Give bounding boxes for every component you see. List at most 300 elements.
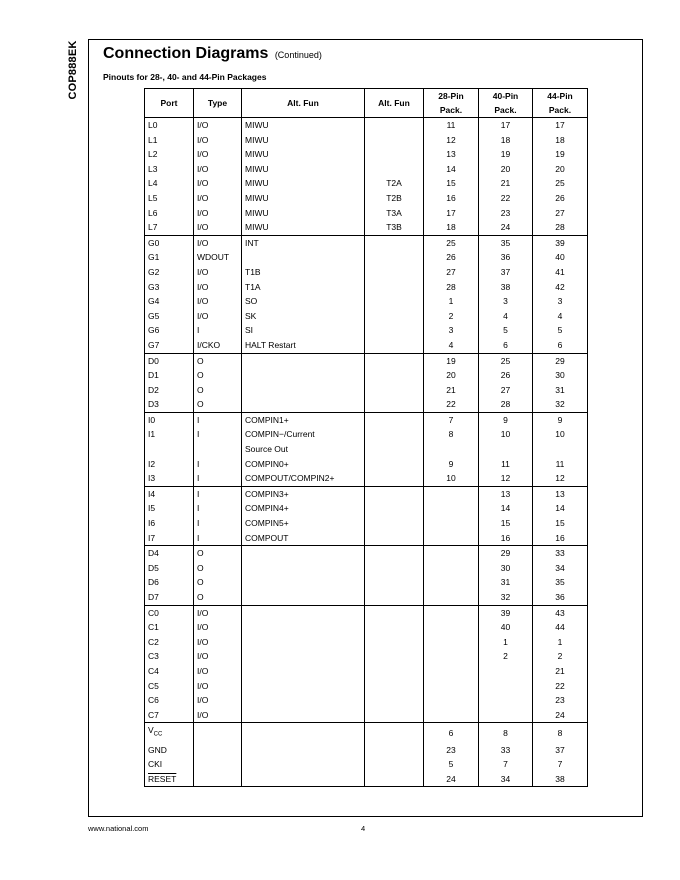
cell-alt-fun-2 [365,397,424,412]
cell-alt-fun-2 [365,635,424,650]
cell-pin-44: 2 [533,649,588,664]
cell-pin-28: 4 [424,338,479,353]
cell-pin-44: 5 [533,323,588,338]
cell-port: C3 [145,649,194,664]
cell-pin-40: 28 [479,397,533,412]
cell-pin-44: 6 [533,338,588,353]
cell-pin-44: 26 [533,191,588,206]
cell-port: L7 [145,220,194,235]
cell-alt-fun-2 [365,265,424,280]
cell-alt-fun-2 [365,294,424,309]
cell-alt-fun-2: T3A [365,206,424,221]
cell-pin-44: 16 [533,531,588,546]
cell-alt-fun-1: COMPIN5+ [242,516,365,531]
cell-type: I/CKO [194,338,242,353]
cell-pin-44: 29 [533,353,588,368]
cell-pin-44: 11 [533,457,588,472]
side-part-number [66,40,80,100]
table-row [145,531,588,546]
cell-pin-40: 33 [479,743,533,758]
table-row [145,368,588,383]
cell-port: I0 [145,412,194,427]
cell-pin-44: 38 [533,772,588,787]
cell-type: I/O [194,649,242,664]
cell-pin-40: 38 [479,280,533,295]
cell-type: I/O [194,620,242,635]
cell-pin-40: 23 [479,206,533,221]
cell-pin-28 [424,575,479,590]
cell-pin-28: 17 [424,206,479,221]
cell-port [145,723,194,743]
cell-alt-fun-1 [242,772,365,787]
cell-pin-44: 10 [533,427,588,442]
header-44-pin: 44-Pin Pack. [533,89,588,118]
cell-pin-44: 41 [533,265,588,280]
cell-type: I [194,427,242,442]
cell-alt-fun-1 [242,368,365,383]
cell-pin-28 [424,679,479,694]
cell-pin-40: 26 [479,368,533,383]
cell-alt-fun-2 [365,457,424,472]
cell-alt-fun-1: COMPIN−/Current [242,427,365,442]
cell-alt-fun-1: INT [242,235,365,250]
cell-type: I/O [194,280,242,295]
cell-type: I/O [194,220,242,235]
cell-alt-fun-1: COMPOUT [242,531,365,546]
cell-pin-28: 8 [424,427,479,442]
cell-pin-40: 35 [479,235,533,250]
cell-alt-fun-1: MIWU [242,176,365,191]
cell-pin-44: 40 [533,250,588,265]
cell-type: I/O [194,309,242,324]
cell-type: I/O [194,176,242,191]
cell-pin-28: 22 [424,397,479,412]
cell-pin-28: 15 [424,176,479,191]
cell-alt-fun-2: T3B [365,220,424,235]
cell-alt-fun-2 [365,575,424,590]
table-row [145,471,588,486]
port-name: GND [148,744,167,755]
cell-type: O [194,353,242,368]
cell-pin-44: 8 [533,723,588,743]
cell-type: I/O [194,294,242,309]
cell-type: I/O [194,206,242,221]
cell-pin-40: 17 [479,118,533,133]
cell-alt-fun-1: T1B [242,265,365,280]
cell-pin-44: 15 [533,516,588,531]
cell-alt-fun-2 [365,338,424,353]
cell-alt-fun-2 [365,772,424,787]
cell-port: G5 [145,309,194,324]
cell-type [194,743,242,758]
cell-alt-fun-2 [365,546,424,561]
cell-pin-40: 1 [479,635,533,650]
cell-pin-44: 33 [533,546,588,561]
cell-pin-28: 24 [424,772,479,787]
cell-alt-fun-1: SO [242,294,365,309]
cell-alt-fun-2 [365,280,424,295]
cell-type: O [194,397,242,412]
cell-alt-fun-1 [242,620,365,635]
cell-pin-44: 12 [533,471,588,486]
cell-alt-fun-1: SI [242,323,365,338]
cell-alt-fun-1: MIWU [242,206,365,221]
cell-pin-28: 23 [424,743,479,758]
cell-alt-fun-2 [365,383,424,398]
table-row [145,743,588,758]
title-continued: (Continued) [274,50,322,60]
cell-type: O [194,368,242,383]
cell-type: I/O [194,147,242,162]
cell-type: I/O [194,664,242,679]
cell-pin-28 [424,561,479,576]
cell-port: D1 [145,368,194,383]
cell-pin-44: 21 [533,664,588,679]
cell-alt-fun-2 [365,561,424,576]
cell-pin-40: 21 [479,176,533,191]
cell-alt-fun-1: MIWU [242,118,365,133]
cell-alt-fun-2 [365,708,424,723]
cell-type: O [194,590,242,605]
cell-pin-44: 42 [533,280,588,295]
cell-pin-40: 16 [479,531,533,546]
cell-port: I3 [145,471,194,486]
table-row [145,338,588,353]
cell-pin-28 [424,501,479,516]
cell-alt-fun-2 [365,605,424,620]
cell-pin-40: 37 [479,265,533,280]
table-row [145,309,588,324]
cell-pin-28: 25 [424,235,479,250]
table-row [145,442,588,457]
cell-alt-fun-1: COMPOUT/COMPIN2+ [242,471,365,486]
cell-pin-40: 32 [479,590,533,605]
cell-pin-40: 14 [479,501,533,516]
header-alt-fun-1: Alt. Fun [242,89,365,118]
cell-pin-28: 27 [424,265,479,280]
cell-pin-44: 23 [533,693,588,708]
cell-port: C1 [145,620,194,635]
cell-pin-40: 24 [479,220,533,235]
cell-alt-fun-2 [365,516,424,531]
cell-alt-fun-1 [242,575,365,590]
page-title: Connection Diagrams [103,45,269,62]
cell-pin-44: 13 [533,486,588,501]
cell-alt-fun-1 [242,397,365,412]
cell-alt-fun-1 [242,590,365,605]
cell-pin-40: 10 [479,427,533,442]
cell-port: G0 [145,235,194,250]
cell-alt-fun-1 [242,250,365,265]
table-row [145,280,588,295]
cell-port: C6 [145,693,194,708]
cell-pin-28: 28 [424,280,479,295]
cell-pin-40: 12 [479,471,533,486]
cell-alt-fun-2 [365,743,424,758]
cell-alt-fun-2 [365,118,424,133]
table-row [145,162,588,177]
cell-type: I/O [194,679,242,694]
cell-port [145,772,194,787]
cell-pin-44: 4 [533,309,588,324]
cell-pin-28 [424,635,479,650]
cell-alt-fun-2 [365,723,424,743]
cell-pin-40: 40 [479,620,533,635]
cell-port: G3 [145,280,194,295]
table-row [145,620,588,635]
header-40-pin: 40-Pin Pack. [479,89,533,118]
table-row [145,723,588,743]
cell-port: I1 [145,427,194,442]
cell-pin-44: 27 [533,206,588,221]
cell-alt-fun-2 [365,368,424,383]
cell-alt-fun-1 [242,383,365,398]
cell-alt-fun-1 [242,664,365,679]
cell-alt-fun-2 [365,649,424,664]
cell-pin-28 [424,708,479,723]
cell-type: O [194,546,242,561]
cell-port [145,442,194,457]
cell-pin-28: 26 [424,250,479,265]
cell-alt-fun-1 [242,693,365,708]
cell-port: I5 [145,501,194,516]
cell-alt-fun-2 [365,162,424,177]
cell-port: C4 [145,664,194,679]
cell-port: D6 [145,575,194,590]
cell-pin-28 [424,664,479,679]
cell-pin-40: 6 [479,338,533,353]
side-part-number-text: COP888EK [67,40,79,100]
cell-type: I [194,516,242,531]
cell-pin-28: 16 [424,191,479,206]
cell-type: I/O [194,235,242,250]
cell-alt-fun-1: MIWU [242,147,365,162]
table-row [145,412,588,427]
table-row [145,118,588,133]
cell-pin-40: 30 [479,561,533,576]
cell-alt-fun-1: COMPIN3+ [242,486,365,501]
cell-alt-fun-2 [365,471,424,486]
cell-pin-28: 9 [424,457,479,472]
cell-pin-44: 25 [533,176,588,191]
cell-alt-fun-1: HALT Restart [242,338,365,353]
cell-type [194,442,242,457]
cell-alt-fun-1 [242,353,365,368]
footer-website: www.national.com [88,824,149,833]
table-row [145,575,588,590]
cell-port: C0 [145,605,194,620]
cell-alt-fun-1 [242,635,365,650]
cell-port: G4 [145,294,194,309]
table-row [145,265,588,280]
cell-alt-fun-2: T2A [365,176,424,191]
cell-alt-fun-2: T2B [365,191,424,206]
cell-alt-fun-1: MIWU [242,162,365,177]
cell-pin-44: 34 [533,561,588,576]
cell-pin-40: 13 [479,486,533,501]
cell-port: D5 [145,561,194,576]
table-row [145,772,588,787]
cell-pin-28: 3 [424,323,479,338]
port-name: V [148,725,154,736]
cell-type: O [194,575,242,590]
table-caption: Pinouts for 28-, 40- and 44-Pin Packages [103,72,267,82]
cell-type [194,757,242,772]
cell-pin-44: 19 [533,147,588,162]
table-row [145,757,588,772]
cell-pin-40 [479,442,533,457]
cell-pin-28: 13 [424,147,479,162]
cell-pin-40: 9 [479,412,533,427]
cell-pin-44: 43 [533,605,588,620]
cell-alt-fun-1: Source Out [242,442,365,457]
cell-alt-fun-2 [365,412,424,427]
cell-pin-40: 29 [479,546,533,561]
cell-alt-fun-2 [365,442,424,457]
cell-port: I7 [145,531,194,546]
cell-type: I [194,412,242,427]
cell-type: I [194,457,242,472]
cell-type: I/O [194,605,242,620]
cell-alt-fun-2 [365,235,424,250]
cell-port: G1 [145,250,194,265]
table-row [145,220,588,235]
cell-alt-fun-2 [365,133,424,148]
cell-pin-40: 5 [479,323,533,338]
cell-alt-fun-2 [365,590,424,605]
cell-type: I/O [194,133,242,148]
cell-pin-28 [424,620,479,635]
table-row [145,206,588,221]
header-28-pin: 28-Pin Pack. [424,89,479,118]
cell-type: I [194,323,242,338]
cell-pin-40: 22 [479,191,533,206]
cell-pin-40: 4 [479,309,533,324]
cell-alt-fun-1: MIWU [242,220,365,235]
cell-alt-fun-2 [365,693,424,708]
cell-alt-fun-2 [365,679,424,694]
cell-port: L2 [145,147,194,162]
cell-alt-fun-2 [365,250,424,265]
cell-port [145,743,194,758]
cell-pin-44: 28 [533,220,588,235]
cell-alt-fun-2 [365,353,424,368]
port-name: RESET [148,773,177,784]
cell-port: D0 [145,353,194,368]
cell-port: G7 [145,338,194,353]
cell-pin-40: 31 [479,575,533,590]
cell-alt-fun-1: COMPIN4+ [242,501,365,516]
cell-port: D4 [145,546,194,561]
cell-pin-44: 24 [533,708,588,723]
cell-pin-40: 2 [479,649,533,664]
cell-pin-40: 8 [479,723,533,743]
cell-pin-40 [479,708,533,723]
cell-port: G6 [145,323,194,338]
cell-alt-fun-1: MIWU [242,191,365,206]
table-row [145,546,588,561]
cell-type: I [194,501,242,516]
cell-port: D2 [145,383,194,398]
cell-type: I/O [194,191,242,206]
header-alt-fun-2: Alt. Fun [365,89,424,118]
pinout-table [144,88,588,787]
cell-pin-44: 22 [533,679,588,694]
cell-port: L1 [145,133,194,148]
cell-pin-28 [424,531,479,546]
cell-port: L4 [145,176,194,191]
table-row [145,457,588,472]
cell-type: WDOUT [194,250,242,265]
cell-alt-fun-1 [242,708,365,723]
table-row [145,235,588,250]
cell-pin-28: 18 [424,220,479,235]
cell-type: O [194,561,242,576]
cell-pin-28 [424,605,479,620]
cell-type: I/O [194,265,242,280]
cell-pin-44: 20 [533,162,588,177]
cell-pin-40: 11 [479,457,533,472]
table-row [145,294,588,309]
table-row [145,708,588,723]
cell-type: I [194,471,242,486]
table-row [145,176,588,191]
cell-pin-28: 19 [424,353,479,368]
cell-type: I/O [194,708,242,723]
header-type: Type [194,89,242,118]
cell-alt-fun-1 [242,561,365,576]
cell-alt-fun-1 [242,679,365,694]
cell-pin-28 [424,486,479,501]
table-row [145,353,588,368]
cell-pin-28: 1 [424,294,479,309]
table-row [145,250,588,265]
cell-port: I4 [145,486,194,501]
cell-alt-fun-2 [365,147,424,162]
table-row [145,323,588,338]
cell-port: C7 [145,708,194,723]
cell-pin-44: 37 [533,743,588,758]
cell-pin-40: 25 [479,353,533,368]
cell-port: L5 [145,191,194,206]
cell-pin-40 [479,664,533,679]
cell-alt-fun-1: T1A [242,280,365,295]
pinout-table-body [145,118,588,787]
cell-alt-fun-2 [365,309,424,324]
table-row [145,679,588,694]
cell-alt-fun-2 [365,427,424,442]
cell-pin-44: 7 [533,757,588,772]
cell-pin-44: 31 [533,383,588,398]
cell-type: I [194,486,242,501]
cell-port: L3 [145,162,194,177]
cell-pin-40: 18 [479,133,533,148]
cell-pin-44: 32 [533,397,588,412]
cell-alt-fun-2 [365,757,424,772]
table-row [145,191,588,206]
cell-type: I/O [194,635,242,650]
table-row [145,147,588,162]
cell-pin-44: 44 [533,620,588,635]
cell-port: C5 [145,679,194,694]
cell-pin-40: 7 [479,757,533,772]
cell-alt-fun-1: COMPIN1+ [242,412,365,427]
cell-alt-fun-2 [365,501,424,516]
cell-pin-44: 14 [533,501,588,516]
cell-port: D3 [145,397,194,412]
cell-pin-28: 5 [424,757,479,772]
cell-pin-28: 2 [424,309,479,324]
